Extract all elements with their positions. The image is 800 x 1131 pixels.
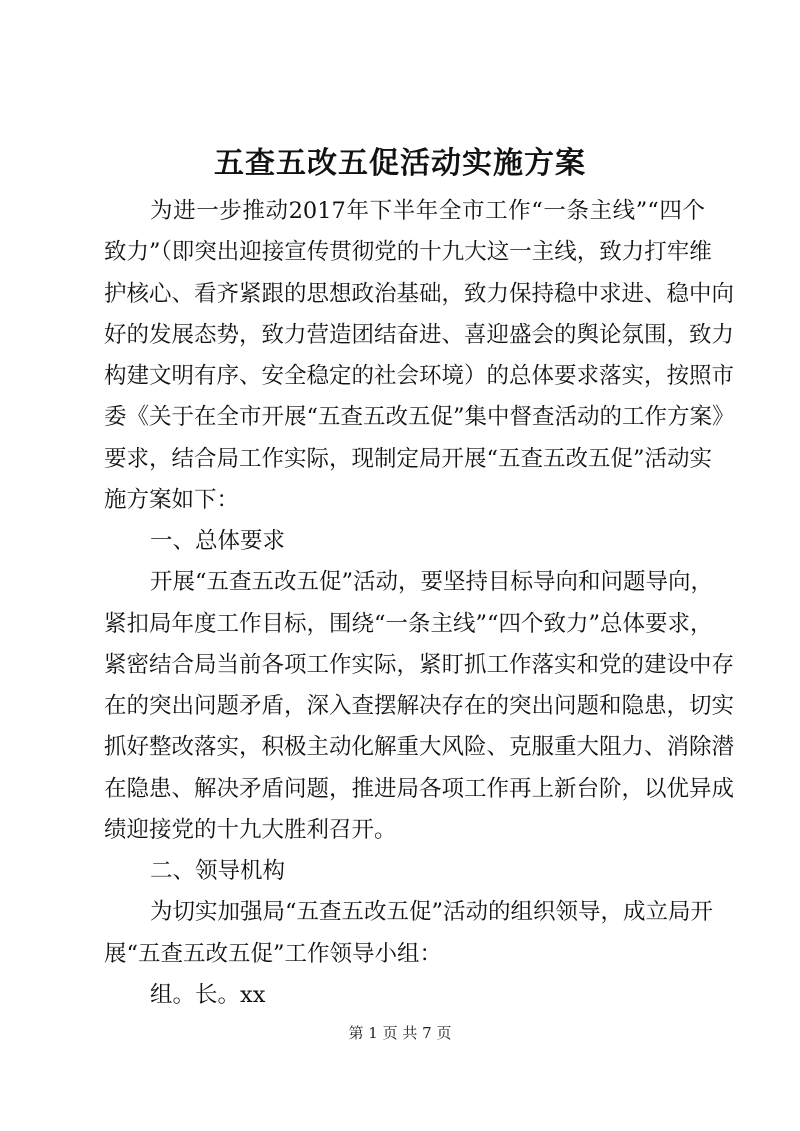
paragraph-line: 抓好整改落实，积极主动化解重大风险、克服重大阻力、消除潜 — [104, 734, 735, 761]
paragraph-line: 在隐患、解决矛盾问题，推进局各项工作再上新台阶，以优异成 — [104, 775, 735, 802]
paragraph-line: 绩迎接党的十九大胜利召开。 — [104, 816, 397, 843]
paragraph-line: 委《关于在全市开展“五查五改五促”集中督查活动的工作方案》 — [104, 404, 735, 431]
paragraph-line: 要求，结合局工作实际，现制定局开展“五查五改五促”活动实 — [104, 445, 713, 472]
paragraph-line: 在的突出问题矛盾，深入查摆解决存在的突出问题和隐患，切实 — [104, 693, 735, 720]
section-heading: 一、总体要求 — [150, 528, 286, 555]
paragraph-line: 为进一步推动2017年下半年全市工作“一条主线”“四个 — [150, 198, 705, 224]
paragraph-line: 致力”（即突出迎接宣传贯彻党的十九大这一主线，致力打牢维 — [104, 239, 712, 266]
paragraph-line: 开展“五查五改五促”活动，要坚持目标导向和问题导向， — [150, 569, 714, 596]
paragraph-line: 构建文明有序、安全稳定的社会环境）的总体要求落实，按照市 — [104, 363, 735, 390]
paragraph-line: 展“五查五改五促”工作领导小组： — [104, 940, 443, 967]
paragraph-line: 紧密结合局当前各项工作实际，紧盯抓工作落实和党的建设中存 — [104, 651, 735, 678]
paragraph-line: 紧扣局年度工作目标，围绕“一条主线”“四个致力”总体要求， — [104, 610, 713, 637]
document-title: 五查五改五促活动实施方案 — [214, 146, 586, 181]
paragraph-line: 为切实加强局“五查五改五促”活动的组织领导，成立局开 — [150, 899, 714, 926]
paragraph-line: 好的发展态势，致力营造团结奋进、喜迎盛会的舆论氛围，致力 — [104, 321, 735, 348]
section-heading: 二、领导机构 — [150, 858, 286, 885]
page-footer: 第 1 页 共 7 页 — [348, 1024, 452, 1042]
paragraph-line: 施方案如下： — [104, 486, 240, 513]
paragraph-line: 组。长。xx — [150, 982, 266, 1008]
paragraph-line: 护核心、看齐紧跟的思想政治基础，致力保持稳中求进、稳中向 — [104, 280, 735, 307]
